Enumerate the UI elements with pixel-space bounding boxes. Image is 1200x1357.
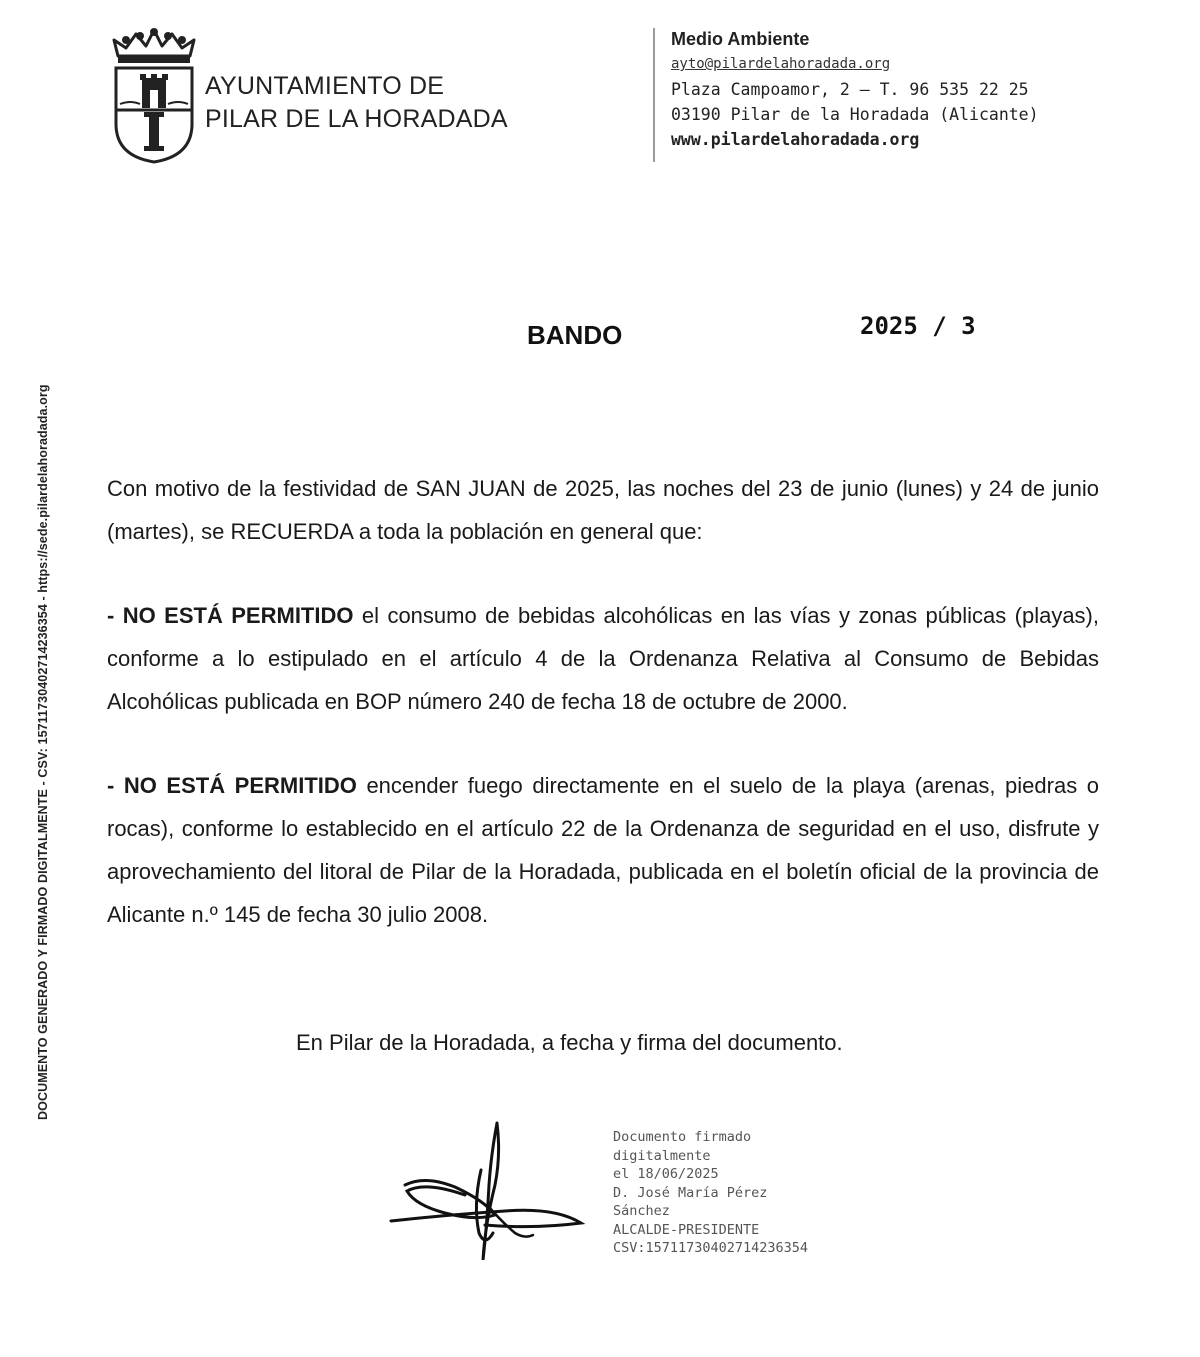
prohibition-alcohol-text: el consumo de bebidas alcohólicas en las vías y zonas públicas (playas), conforme a lo estipulado en el artículo 4 de la Ordenanza Relativa al Consumo de Bebidas Alcohólicas publicada en BOP número 240 de fecha 18 de octubre de 2000. — [107, 603, 1099, 714]
department-name: Medio Ambiente — [671, 29, 810, 49]
intro-paragraph: Con motivo de la festividad de SAN JUAN de 2025, las noches del 23 de junio (lunes) y 24 de junio (martes), se RECUERDA a toda la población en general que: — [107, 476, 1099, 544]
sig-line-6: ALCALDE-PRESIDENTE — [613, 1221, 760, 1238]
sig-line-2: digitalmente — [613, 1147, 711, 1164]
sig-line-7: CSV:15711730402714236354 — [613, 1240, 809, 1256]
header-divider — [653, 28, 655, 162]
org-name-line2: PILAR DE LA HORADADA — [205, 105, 508, 133]
email-link[interactable]: ayto@pilardelahoradada.org — [671, 56, 891, 72]
digital-signature-side-note: DOCUMENTO GENERADO Y FIRMADO DIGITALMENTE - CSV: 15711730402714236354 - https://sede.pilardelahoradada.org — [36, 384, 50, 1120]
sig-line-1: Documento firmado — [613, 1129, 752, 1145]
postal-line: 03190 Pilar de la Horadada (Alicante) — [671, 105, 1039, 124]
prohibition-fire-text: encender fuego directamente en el suelo de la playa (arenas, piedras o rocas), conforme lo establecido en el artículo 22 de la Ordenanza de seguridad en el uso, disfrute y aprovechamiento del litoral de Pilar de la Horadada, publicada en el boletín oficial de la provincia de Alicante n.º 145 de fecha 30 julio 2008. — [107, 773, 1099, 927]
prohibition-alcohol-lead: - NO ESTÁ PERMITIDO — [107, 603, 354, 628]
address-line: Plaza Campoamor, 2 – T. 96 535 22 25 — [671, 80, 1029, 99]
document-title: BANDO — [527, 320, 623, 350]
prohibition-alcohol-paragraph — [107, 594, 1099, 723]
organization-name — [205, 70, 508, 136]
digital-signature-block — [613, 1128, 808, 1258]
prohibition-fire-lead: - NO ESTÁ PERMITIDO — [107, 773, 357, 798]
sig-line-5: Sánchez — [613, 1203, 670, 1219]
handwritten-signature — [385, 1115, 595, 1270]
document-number: 2025 / 3 — [860, 312, 976, 340]
coat-of-arms-logo — [110, 26, 198, 166]
sig-line-4: D. José María Pérez — [613, 1184, 768, 1201]
closing-line: En Pilar de la Horadada, a fecha y firma del documento. — [296, 1030, 843, 1055]
org-name-line1: AYUNTAMIENTO DE — [205, 72, 445, 100]
contact-block — [671, 27, 1039, 152]
sig-line-3: el 18/06/2025 — [613, 1166, 719, 1182]
website-link[interactable]: www.pilardelahoradada.org — [671, 130, 920, 149]
prohibition-fire-paragraph — [107, 764, 1099, 936]
